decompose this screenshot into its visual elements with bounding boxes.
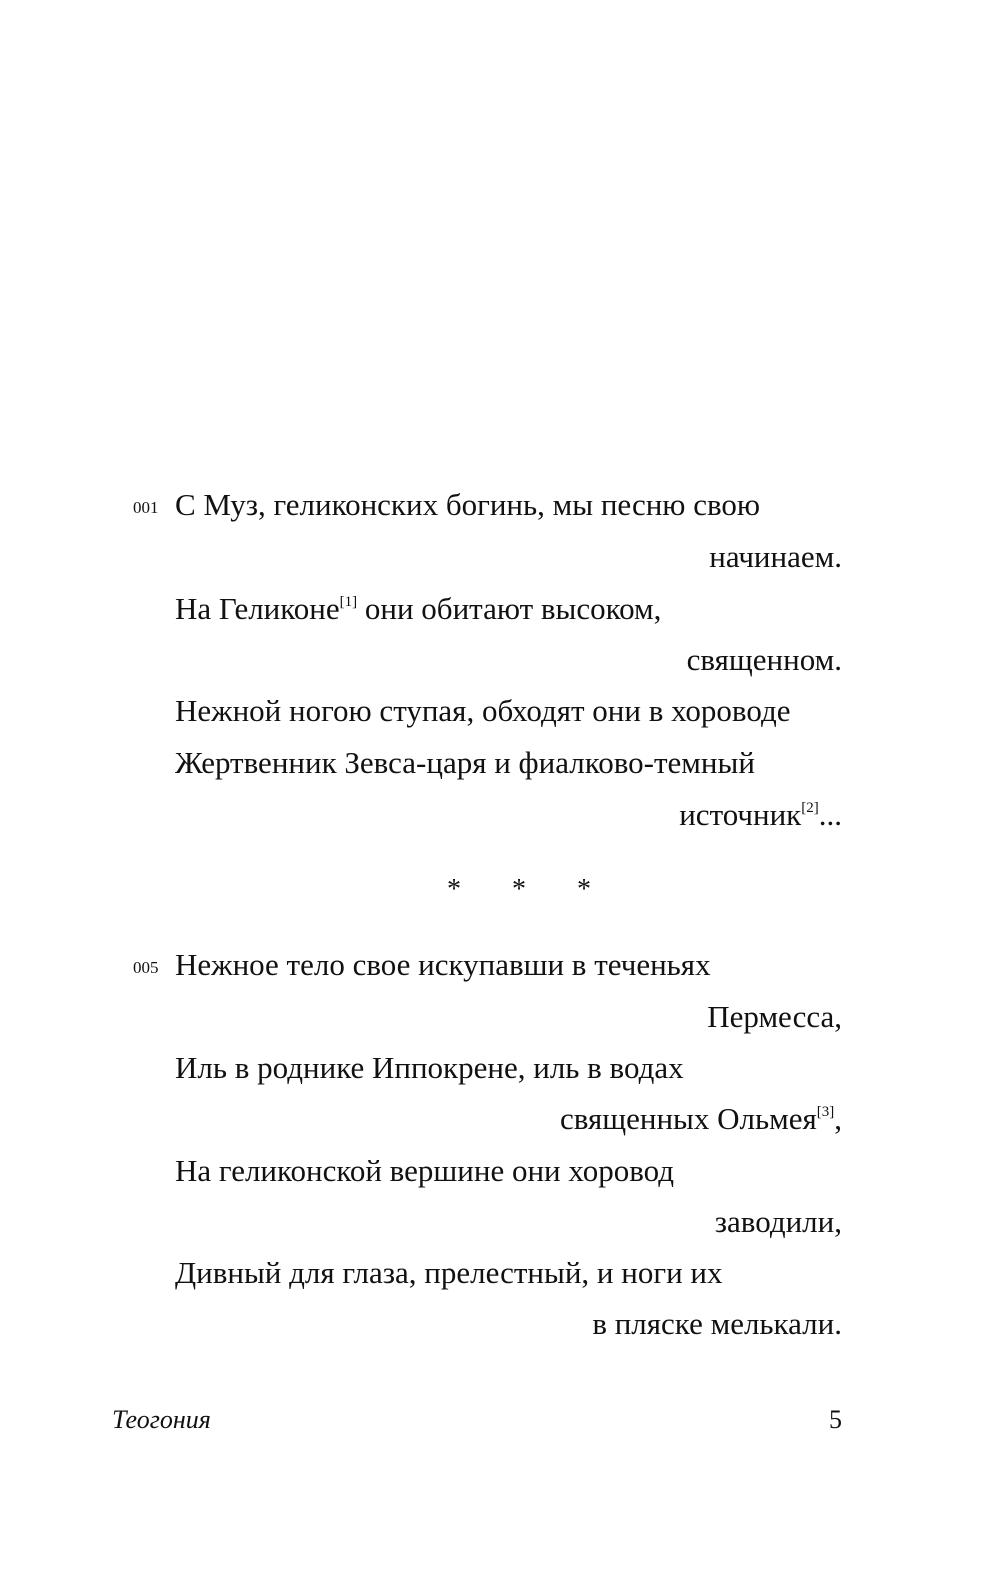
verse-text: они обитают высоком, bbox=[357, 591, 662, 626]
verse-line: Жертвенник Зевса-царя и фиалково-темный bbox=[175, 745, 755, 780]
verse-text: , bbox=[834, 1101, 842, 1136]
verse-line-continuation: начинаем. bbox=[709, 539, 842, 574]
verse-line-continuation: в пляске мелькали. bbox=[592, 1306, 842, 1341]
verse-line: Нежное тело свое искупавши в теченьях bbox=[175, 947, 711, 982]
verse-text: На Геликоне bbox=[175, 591, 340, 626]
line-number-005: 005 bbox=[133, 958, 159, 977]
footnote-ref-2[interactable]: [2] bbox=[801, 800, 819, 816]
verse-line: Дивный для глаза, прелестный, и ноги их bbox=[175, 1255, 723, 1290]
verse-text: священных Ольмея bbox=[559, 1101, 817, 1136]
running-title: Теогония bbox=[112, 1405, 211, 1434]
verse-line: На геликонской вершине они хоровод bbox=[175, 1153, 675, 1188]
verse-line-continuation: священном. bbox=[686, 642, 842, 677]
stanza-separator: * * * bbox=[447, 874, 613, 905]
footnote-ref-3[interactable]: [3] bbox=[816, 1104, 835, 1120]
verse-line: Нежной ногою ступая, обходят они в хороводе bbox=[175, 693, 791, 728]
verse-line-continuation: Пермесса, bbox=[707, 999, 842, 1034]
verse-line bbox=[175, 589, 661, 629]
verse-line-continuation bbox=[560, 1099, 842, 1139]
verse-line-continuation bbox=[679, 795, 842, 835]
verse-line: С Муз, геликонских богинь, мы песню свою bbox=[175, 487, 761, 522]
verse-line-continuation: заводили, bbox=[714, 1204, 842, 1239]
line-number-001: 001 bbox=[133, 498, 159, 517]
page-number: 5 bbox=[829, 1405, 842, 1434]
verse-line: Иль в роднике Иппокрене, иль в водах bbox=[175, 1050, 684, 1085]
verse-text: ... bbox=[818, 797, 842, 832]
footnote-ref-1[interactable]: [1] bbox=[339, 594, 358, 610]
verse-text: источник bbox=[679, 797, 802, 832]
